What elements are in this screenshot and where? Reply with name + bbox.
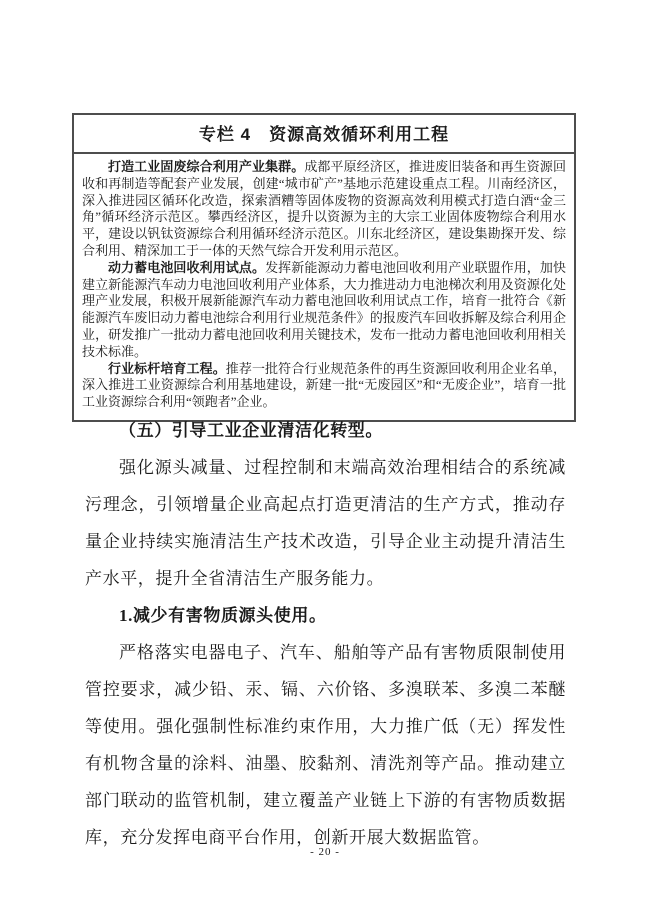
section-heading: （五）引导工业企业清洁化转型。 — [119, 421, 383, 440]
panel-paragraph-lead: 打造工业固废综合利用产业集群。 — [108, 159, 305, 174]
highlight-panel — [72, 113, 576, 422]
panel-paragraph — [82, 361, 566, 411]
panel-paragraph-lead: 动力蓄电池回收利用试点。 — [108, 259, 266, 275]
panel-paragraph — [82, 159, 566, 260]
panel-paragraph-text: 发挥新能源动力蓄电池回收利用产业联盟作用，加快建立新能源汽车动力电池回收利用产业体系，大力推进动力电池梯次利用及资源化处理产业发展，积极开展新能源汽车动力蓄电池回收利用试点工作，培育一批符合《新能源汽车废旧动力蓄电池综合利用行业规范条件》的报废汽车回收拆解及综合利用企业，研发推广一批动力蓄电池回收利用关键技术，发布一批动力蓄电池回收利用相关技术标准。 — [82, 259, 566, 359]
panel-body — [74, 154, 574, 420]
page-number: - 20 - — [310, 846, 340, 858]
section-paragraph: 强化源头减量、过程控制和末端高效治理相结合的系统减污理念，引领增量企业高起点打造更清洁的生产方式，推动存量企业持续实施清洁生产技术改造，引导企业主动提升清洁生产水平，提升全省清洁生产服务能力。 — [85, 458, 566, 588]
panel-paragraph-text: 成都平原经济区，推进废旧装备和再生资源回收和再制造等配套产业发展，创建“城市矿产”基地示范建设重点工程。川南经济区，深入推进园区循环化改造，探索酒糟等固体废物的资源高效利用模式打造白酒“金三角”循环经济示范区。攀西经济区，提升以资源为主的大宗工业固体废物综合利用水平，建设以钒钛资源综合利用循环经济示范区。川东北经济区，建设集勘探开发、综合利用、精深加工于一体的天然气综合开发利用示范区。 — [82, 159, 566, 258]
panel-paragraph — [82, 260, 566, 361]
panel-title: 专栏 4 资源高效循环利用工程 — [74, 115, 574, 154]
main-text-block — [85, 412, 566, 856]
sub-paragraph: 严格落实电器电子、汽车、船舶等产品有害物质限制使用管控要求，减少铅、汞、镉、六价铬、多溴联苯、多溴二苯醚等使用。强化强制性标准约束作用，大力推广低（无）挥发性有机物含量的涂料、油墨、胶黏剂、清洗剂等产品。推动建立部门联动的监管机制，建立覆盖产业链上下游的有害物质数据库，充分发挥电商平台作用，创新开展大数据监管。 — [85, 643, 566, 847]
panel-paragraph-text: 推荐一批符合行业规范条件的再生资源回收利用企业名单，深入推进工业资源综合利用基地建设，新建一批“无废园区”和“无废企业”，培育一批工业资源综合利用“领跑者”企业。 — [82, 360, 566, 410]
panel-paragraph-lead: 行业标杆培育工程。 — [108, 360, 226, 376]
sub-heading: 1.减少有害物质源头使用。 — [119, 606, 327, 625]
